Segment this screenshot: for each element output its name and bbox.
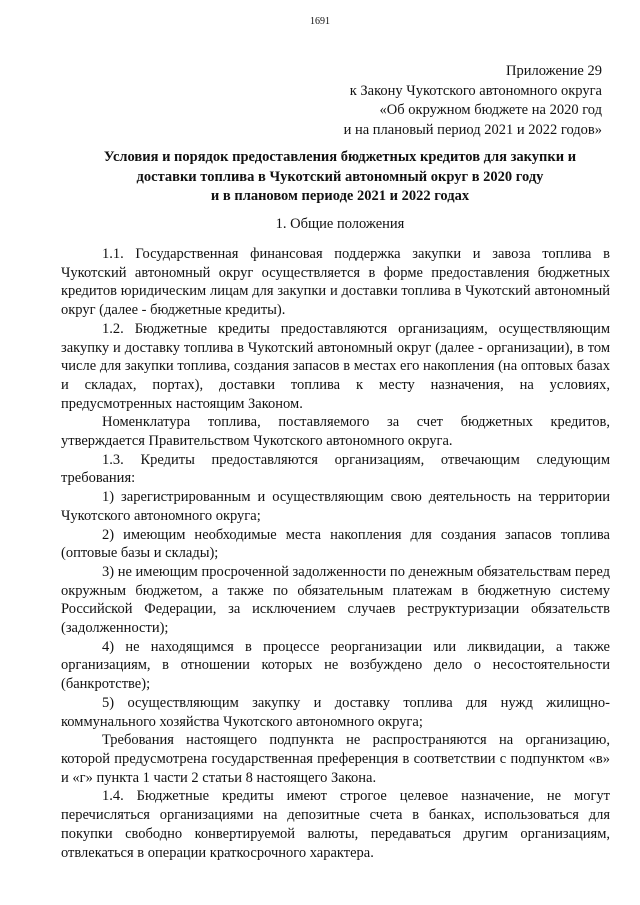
appendix-line: Приложение 29	[506, 63, 602, 79]
paragraph: 5) осуществляющим закупку и доставку топлива для нужд жилищно-коммунального хозяйства Чукотского автономного округа;	[61, 694, 610, 730]
body-text	[61, 245, 610, 862]
title-line: и в плановом периоде 2021 и 2022 годах	[210, 188, 470, 204]
paragraph: 1.1. Государственная финансовая поддержка закупки и завоза топлива в Чукотский автономный округ осуществляется в форме предоставления бюджетных кредитов юридическим лицам для закупки и доставки топлива в Чукотский автономный округ (далее - бюджетные кредиты).	[61, 246, 610, 319]
paragraph: 4) не находящимся в процессе реорганизации или ликвидации, а также организациям, в отношении которых не возбуждено дело о несостоятельности (банкротстве);	[61, 638, 610, 693]
appendix-line: и на плановый период 2021 и 2022 годов»	[343, 121, 602, 138]
appendix-line: к Закону Чукотского автономного округа	[349, 82, 602, 99]
appendix-line: «Об окружном бюджете на 2020 год	[379, 102, 602, 118]
section-heading: 1. Общие положения	[275, 216, 405, 232]
appendix-block	[344, 62, 602, 140]
title-line: доставки топлива в Чукотский автономный округ в 2020 году	[136, 168, 544, 185]
paragraph: 1.3. Кредиты предоставляются организациям, отвечающим следующим требования:	[61, 451, 610, 487]
title-line: Условия и порядок предоставления бюджетных кредитов для закупки и	[103, 149, 577, 165]
paragraph: Номенклатура топлива, поставляемого за счет бюджетных кредитов, утверждается Правительством Чукотского автономного округа.	[61, 414, 610, 450]
paragraph: 2) имеющим необходимые места накопления для создания запасов топлива (оптовые базы и склады);	[61, 526, 610, 562]
paragraph: 1.4. Бюджетные кредиты имеют строгое целевое назначение, не могут перечисляться организациями на депозитные счета в банках, использоваться для покупки свободно конвертируемой валюты, передаваться другим организациям, отвлекаться в операции краткосрочного характера.	[61, 788, 610, 861]
page-number: 1691	[310, 16, 330, 27]
document-title	[60, 148, 620, 207]
paragraph: 3) не имеющим просроченной задолженности по денежным обязательствам перед окружным бюджетом, а также по обязательным платежам в бюджетную систему Российской Федерации, за исключением случаев реструктуризации обязательств (задолженности);	[61, 563, 610, 637]
paragraph: 1) зарегистрированным и осуществляющим свою деятельность на территории Чукотского автономного округа;	[61, 489, 610, 524]
paragraph: 1.2. Бюджетные кредиты предоставляются организациям, осуществляющим закупку и доставку топлива в Чукотский автономный округ (далее - организации), в том числе для закупки топлива, создания запасов в местах его накопления (на оптовых базах и складах, портах), доставки топлива к месту назначения, на условиях, предусмотренных настоящим Законом.	[61, 320, 610, 412]
paragraph: Требования настоящего подпункта не распространяются на организацию, которой предусмотрена государственная преференция в соответствии с подпунктом «в» и «г» пункта 1 части 2 статьи 8 настоящего Закона.	[61, 732, 610, 786]
